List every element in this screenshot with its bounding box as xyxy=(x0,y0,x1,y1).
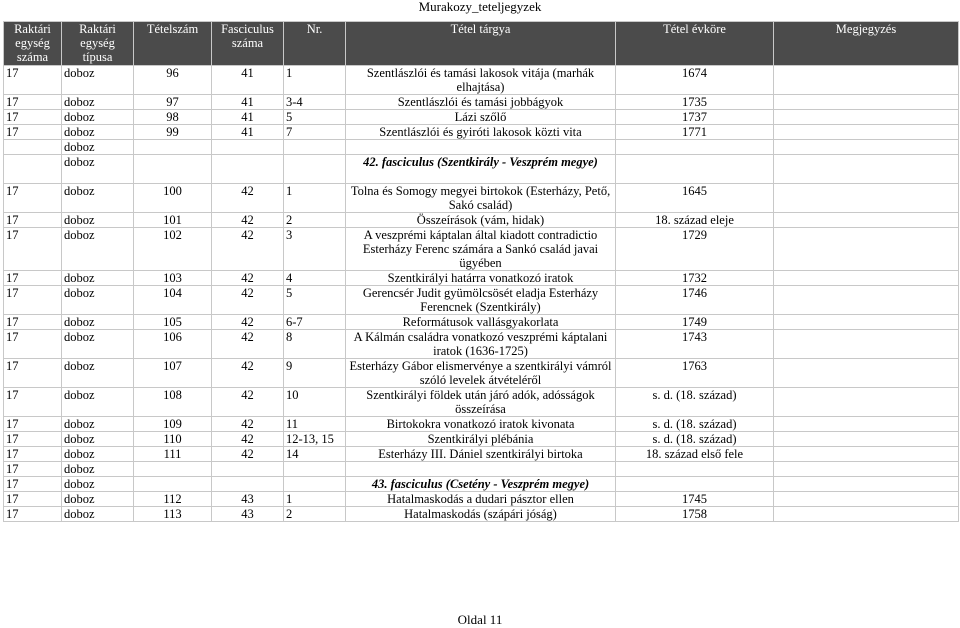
cell-item-number: 113 xyxy=(134,507,212,522)
cell-item-subject: A veszprémi káptalan által kiadott contradictio Esterházy Ferenc számára a Sankó család javai ügyében xyxy=(346,228,616,271)
cell-nr: 10 xyxy=(284,388,346,417)
cell-unit-number: 17 xyxy=(4,228,62,271)
cell-fasciculus-number xyxy=(212,155,284,184)
table-row xyxy=(4,315,959,330)
cell-nr: 8 xyxy=(284,330,346,359)
cell-item-period: 1735 xyxy=(616,95,774,110)
cell-remark xyxy=(774,140,959,155)
cell-unit-type: doboz xyxy=(62,462,134,477)
cell-item-number: 98 xyxy=(134,110,212,125)
cell-item-period: 1758 xyxy=(616,507,774,522)
cell-unit-type: doboz xyxy=(62,125,134,140)
cell-remark xyxy=(774,432,959,447)
cell-item-period: 1745 xyxy=(616,492,774,507)
cell-unit-type: doboz xyxy=(62,213,134,228)
cell-item-period xyxy=(616,477,774,492)
cell-unit-type: doboz xyxy=(62,330,134,359)
cell-remark xyxy=(774,330,959,359)
cell-unit-type: doboz xyxy=(62,417,134,432)
cell-unit-number: 17 xyxy=(4,432,62,447)
cell-nr xyxy=(284,462,346,477)
table-row xyxy=(4,213,959,228)
cell-unit-number: 17 xyxy=(4,330,62,359)
cell-unit-number: 17 xyxy=(4,184,62,213)
cell-item-number: 111 xyxy=(134,447,212,462)
cell-fasciculus-number xyxy=(212,477,284,492)
cell-fasciculus-number: 43 xyxy=(212,492,284,507)
cell-fasciculus-number: 41 xyxy=(212,66,284,95)
cell-unit-type: doboz xyxy=(62,228,134,271)
cell-unit-type: doboz xyxy=(62,388,134,417)
table-row xyxy=(4,432,959,447)
cell-item-number: 96 xyxy=(134,66,212,95)
cell-unit-number xyxy=(4,155,62,184)
cell-remark xyxy=(774,110,959,125)
cell-unit-number: 17 xyxy=(4,477,62,492)
cell-item-subject: Összeírások (vám, hidak) xyxy=(346,213,616,228)
inventory-table xyxy=(3,21,959,522)
table-row xyxy=(4,388,959,417)
cell-fasciculus-number: 42 xyxy=(212,315,284,330)
header-raktari-egyseg-szama: Raktári egység száma xyxy=(4,22,62,66)
cell-item-number: 108 xyxy=(134,388,212,417)
cell-fasciculus-number: 41 xyxy=(212,110,284,125)
cell-nr: 1 xyxy=(284,184,346,213)
cell-unit-type: doboz xyxy=(62,507,134,522)
cell-nr: 2 xyxy=(284,213,346,228)
cell-item-period: 1749 xyxy=(616,315,774,330)
cell-remark xyxy=(774,447,959,462)
cell-unit-number: 17 xyxy=(4,447,62,462)
cell-unit-type: doboz xyxy=(62,66,134,95)
cell-unit-type: doboz xyxy=(62,155,134,184)
table-row xyxy=(4,286,959,315)
cell-nr: 3-4 xyxy=(284,95,346,110)
table-row xyxy=(4,155,959,184)
cell-nr: 5 xyxy=(284,286,346,315)
cell-item-subject: 42. fasciculus (Szentkirály - Veszprém megye) xyxy=(346,155,616,184)
cell-remark xyxy=(774,125,959,140)
cell-fasciculus-number xyxy=(212,140,284,155)
cell-unit-type: doboz xyxy=(62,477,134,492)
table-row xyxy=(4,140,959,155)
cell-item-period: 1674 xyxy=(616,66,774,95)
cell-item-number: 112 xyxy=(134,492,212,507)
cell-item-number: 107 xyxy=(134,359,212,388)
cell-item-subject: Esterházy Gábor elismervénye a szentkirályi vámról szóló levelek átvételéről xyxy=(346,359,616,388)
cell-unit-type: doboz xyxy=(62,184,134,213)
cell-item-number: 110 xyxy=(134,432,212,447)
cell-fasciculus-number: 41 xyxy=(212,95,284,110)
cell-remark xyxy=(774,388,959,417)
cell-item-subject xyxy=(346,140,616,155)
cell-item-subject: Esterházy III. Dániel szentkirályi birtoka xyxy=(346,447,616,462)
cell-item-subject: Hatalmaskodás (szápári jóság) xyxy=(346,507,616,522)
cell-remark xyxy=(774,184,959,213)
table-row xyxy=(4,228,959,271)
table-row xyxy=(4,507,959,522)
cell-fasciculus-number: 42 xyxy=(212,286,284,315)
cell-item-period: 1645 xyxy=(616,184,774,213)
cell-unit-type: doboz xyxy=(62,95,134,110)
table-row xyxy=(4,462,959,477)
table-body xyxy=(4,66,959,522)
cell-nr: 11 xyxy=(284,417,346,432)
table-row xyxy=(4,330,959,359)
cell-item-subject: Szentkirályi plébánia xyxy=(346,432,616,447)
header-raktari-egyseg-tipusa: Raktári egység típusa xyxy=(62,22,134,66)
cell-nr xyxy=(284,477,346,492)
cell-unit-number: 17 xyxy=(4,359,62,388)
cell-remark xyxy=(774,507,959,522)
cell-item-subject: 43. fasciculus (Csetény - Veszprém megye) xyxy=(346,477,616,492)
cell-fasciculus-number: 42 xyxy=(212,388,284,417)
header-nr: Nr. xyxy=(284,22,346,66)
cell-item-period: 1771 xyxy=(616,125,774,140)
cell-fasciculus-number: 42 xyxy=(212,184,284,213)
cell-remark xyxy=(774,315,959,330)
cell-unit-type: doboz xyxy=(62,286,134,315)
cell-item-subject: Szentlászlói és gyiróti lakosok közti vita xyxy=(346,125,616,140)
cell-remark xyxy=(774,286,959,315)
cell-item-subject: Szentlászlói és tamási lakosok vitája (marhák elhajtása) xyxy=(346,66,616,95)
cell-nr: 2 xyxy=(284,507,346,522)
table-row xyxy=(4,95,959,110)
cell-unit-number: 17 xyxy=(4,110,62,125)
header-megjegyzes: Megjegyzés xyxy=(774,22,959,66)
cell-unit-number: 17 xyxy=(4,66,62,95)
table-row xyxy=(4,110,959,125)
table-row xyxy=(4,417,959,432)
cell-fasciculus-number: 43 xyxy=(212,507,284,522)
table-row xyxy=(4,359,959,388)
cell-nr: 6-7 xyxy=(284,315,346,330)
cell-fasciculus-number: 42 xyxy=(212,228,284,271)
cell-remark xyxy=(774,66,959,95)
cell-nr: 3 xyxy=(284,228,346,271)
cell-item-period: 18. század eleje xyxy=(616,213,774,228)
cell-item-number: 106 xyxy=(134,330,212,359)
cell-nr: 14 xyxy=(284,447,346,462)
cell-item-number xyxy=(134,155,212,184)
cell-unit-type: doboz xyxy=(62,271,134,286)
cell-fasciculus-number: 42 xyxy=(212,271,284,286)
cell-item-subject: Birtokokra vonatkozó iratok kivonata xyxy=(346,417,616,432)
cell-item-number: 101 xyxy=(134,213,212,228)
document-title: Murakozy_teteljegyzek xyxy=(418,0,542,14)
header-tetel-evkore: Tétel évköre xyxy=(616,22,774,66)
cell-fasciculus-number: 42 xyxy=(212,213,284,228)
cell-item-period xyxy=(616,155,774,184)
cell-unit-type: doboz xyxy=(62,492,134,507)
cell-item-subject: A Kálmán családra vonatkozó veszprémi káptalani iratok (1636-1725) xyxy=(346,330,616,359)
cell-item-number: 103 xyxy=(134,271,212,286)
header-tetel-targya: Tétel tárgya xyxy=(346,22,616,66)
table-row xyxy=(4,271,959,286)
cell-item-number xyxy=(134,462,212,477)
cell-unit-number: 17 xyxy=(4,125,62,140)
cell-fasciculus-number: 42 xyxy=(212,447,284,462)
cell-unit-number: 17 xyxy=(4,213,62,228)
header-tetelszam: Tételszám xyxy=(134,22,212,66)
cell-unit-number: 17 xyxy=(4,315,62,330)
cell-remark xyxy=(774,477,959,492)
cell-remark xyxy=(774,417,959,432)
cell-unit-number: 17 xyxy=(4,95,62,110)
cell-item-period xyxy=(616,462,774,477)
cell-item-period xyxy=(616,140,774,155)
cell-nr: 9 xyxy=(284,359,346,388)
cell-item-period: s. d. (18. század) xyxy=(616,388,774,417)
cell-unit-number: 17 xyxy=(4,271,62,286)
cell-item-period: s. d. (18. század) xyxy=(616,432,774,447)
cell-unit-number: 17 xyxy=(4,462,62,477)
cell-fasciculus-number xyxy=(212,462,284,477)
cell-unit-type: doboz xyxy=(62,315,134,330)
cell-item-subject: Lázi szőlő xyxy=(346,110,616,125)
cell-nr: 4 xyxy=(284,271,346,286)
cell-unit-type: doboz xyxy=(62,432,134,447)
cell-nr: 1 xyxy=(284,66,346,95)
table-row xyxy=(4,66,959,95)
cell-remark xyxy=(774,271,959,286)
cell-remark xyxy=(774,359,959,388)
cell-item-period: 1732 xyxy=(616,271,774,286)
cell-item-number xyxy=(134,140,212,155)
cell-unit-number: 17 xyxy=(4,388,62,417)
cell-remark xyxy=(774,155,959,184)
cell-remark xyxy=(774,228,959,271)
cell-item-period: 1737 xyxy=(616,110,774,125)
cell-nr: 5 xyxy=(284,110,346,125)
cell-unit-number: 17 xyxy=(4,492,62,507)
cell-item-number: 104 xyxy=(134,286,212,315)
cell-item-subject: Tolna és Somogy megyei birtokok (Esterházy, Pető, Sakó család) xyxy=(346,184,616,213)
cell-item-subject: Szentkirályi határra vonatkozó iratok xyxy=(346,271,616,286)
cell-remark xyxy=(774,213,959,228)
cell-nr xyxy=(284,140,346,155)
cell-item-period: 1743 xyxy=(616,330,774,359)
cell-item-number xyxy=(134,477,212,492)
cell-unit-type: doboz xyxy=(62,447,134,462)
cell-remark xyxy=(774,492,959,507)
cell-unit-number xyxy=(4,140,62,155)
cell-fasciculus-number: 41 xyxy=(212,125,284,140)
cell-unit-number: 17 xyxy=(4,507,62,522)
cell-nr xyxy=(284,155,346,184)
table-row xyxy=(4,477,959,492)
cell-item-period: 1763 xyxy=(616,359,774,388)
cell-item-subject: Szentkirályi földek után járó adók, adósságok összeírása xyxy=(346,388,616,417)
cell-item-subject: Gerencsér Judit gyümölcsösét eladja Esterházy Ferencnek (Szentkirály) xyxy=(346,286,616,315)
cell-item-subject: Szentlászlói és tamási jobbágyok xyxy=(346,95,616,110)
cell-remark xyxy=(774,95,959,110)
cell-fasciculus-number: 42 xyxy=(212,359,284,388)
cell-item-period: 1729 xyxy=(616,228,774,271)
cell-item-period: s. d. (18. század) xyxy=(616,417,774,432)
cell-item-number: 99 xyxy=(134,125,212,140)
cell-item-number: 105 xyxy=(134,315,212,330)
cell-nr: 1 xyxy=(284,492,346,507)
cell-nr: 12-13, 15 xyxy=(284,432,346,447)
table-row xyxy=(4,492,959,507)
cell-item-period: 18. század első fele xyxy=(616,447,774,462)
cell-unit-number: 17 xyxy=(4,417,62,432)
cell-fasciculus-number: 42 xyxy=(212,330,284,359)
cell-unit-number: 17 xyxy=(4,286,62,315)
cell-unit-type: doboz xyxy=(62,110,134,125)
cell-item-subject: Hatalmaskodás a dudari pásztor ellen xyxy=(346,492,616,507)
cell-item-subject: Reformátusok vallásgyakorlata xyxy=(346,315,616,330)
cell-unit-type: doboz xyxy=(62,359,134,388)
cell-item-number: 109 xyxy=(134,417,212,432)
cell-item-number: 97 xyxy=(134,95,212,110)
cell-fasciculus-number: 42 xyxy=(212,432,284,447)
table-row xyxy=(4,184,959,213)
table-row xyxy=(4,125,959,140)
cell-remark xyxy=(774,462,959,477)
table-row xyxy=(4,447,959,462)
cell-unit-type: doboz xyxy=(62,140,134,155)
cell-nr: 7 xyxy=(284,125,346,140)
cell-item-number: 100 xyxy=(134,184,212,213)
header-fasciculus-szama: Fasciculus száma xyxy=(212,22,284,66)
page-number: Oldal 11 xyxy=(457,612,503,627)
cell-item-period: 1746 xyxy=(616,286,774,315)
cell-item-number: 102 xyxy=(134,228,212,271)
table-header-row xyxy=(4,22,959,66)
cell-fasciculus-number: 42 xyxy=(212,417,284,432)
cell-item-subject xyxy=(346,462,616,477)
